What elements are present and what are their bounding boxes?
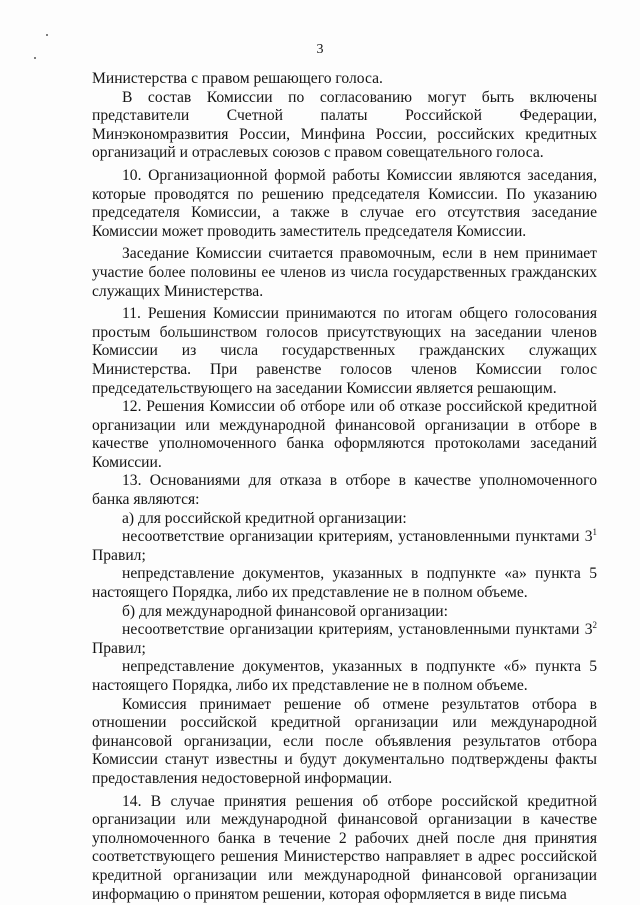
page-number: 3 — [316, 42, 324, 57]
paragraph: 10. Организационной формой работы Комиссии являются заседания, которые проводятся по решению председателя Комиссии. По указанию председателя Комиссии, а также в случае его отсутствия заседание Комиссии может проводить заместитель председателя Комиссии. — [92, 166, 597, 240]
paragraph — [92, 621, 597, 658]
paragraph: непредставление документов, указанных в подпункте «а» пункта 5 настоящего Порядка, либо их представление не в полном объеме. — [92, 565, 597, 602]
paragraph: Комиссия принимает решение об отмене результатов отбора в отношении российской кредитной организации или международной финансовой организации, если после объявления результатов отбора Комиссии станут известны и будут документально подтверждены факты предоставления недостоверной информации. — [92, 695, 597, 787]
paragraph-text: несоответствие организации критериям, установленными пунктами 3 — [122, 621, 593, 639]
paragraph: 11. Решения Комиссии принимаются по итогам общего голосования простым большинством голосов присутствующих на заседании членов Комиссии из числа государственных гражданских служащих Министерства. При равенстве голосов членов Комиссии голос председательствующего на заседании Комиссии является решающим. — [92, 305, 597, 397]
paragraph: В состав Комиссии по согласованию могут быть включены представители Счетной палаты Российской Федерации, Минэкономразвития России, Минфина России, российских кредитных организаций и отраслевых союзов с правом совещательного голоса. — [92, 88, 597, 162]
paragraph: 12. Решения Комиссии об отборе или об отказе российской кредитной организации или международной финансовой организации в отборе в качестве уполномоченного банка оформляются протоколами заседаний Комиссии. — [92, 398, 597, 471]
paragraph: Министерства с правом решающего голоса. — [92, 70, 383, 87]
paragraph-text: Правил; — [92, 639, 146, 657]
document-body — [92, 70, 597, 904]
superscript: 2 — [592, 620, 597, 631]
paragraph: непредставление документов, указанных в подпункте «б» пункта 5 настоящего Порядка, либо их представление не в полном объеме. — [92, 658, 597, 694]
superscript: 1 — [592, 527, 597, 538]
paragraph — [92, 528, 597, 565]
paragraph: а) для российской кредитной организации: — [122, 509, 407, 527]
paragraph: Заседание Комиссии считается правомочным, если в нем принимает участие более половины ее членов из числа государственных гражданских служащих Министерства. — [92, 245, 597, 300]
paragraph-text: несоответствие организации критериям, установленными пунктами 3 — [122, 528, 593, 546]
scan-speck — [46, 34, 48, 36]
paragraph-text: Правил; — [92, 546, 146, 564]
paragraph: 13. Основаниями для отказа в отборе в качестве уполномоченного банка являются: — [92, 472, 597, 509]
paragraph: б) для международной финансовой организации: — [122, 602, 448, 620]
paragraph: 14. В случае принятия решения об отборе российской кредитной организации или международной финансовой организации в качестве уполномоченного банка в течение 2 рабочих дней после дня принятия соответствующего решения Министерство направляет в адрес российской кредитной организации или международной финансовой организации информацию о принятом решении, которая оформляется в виде письма — [92, 792, 597, 903]
